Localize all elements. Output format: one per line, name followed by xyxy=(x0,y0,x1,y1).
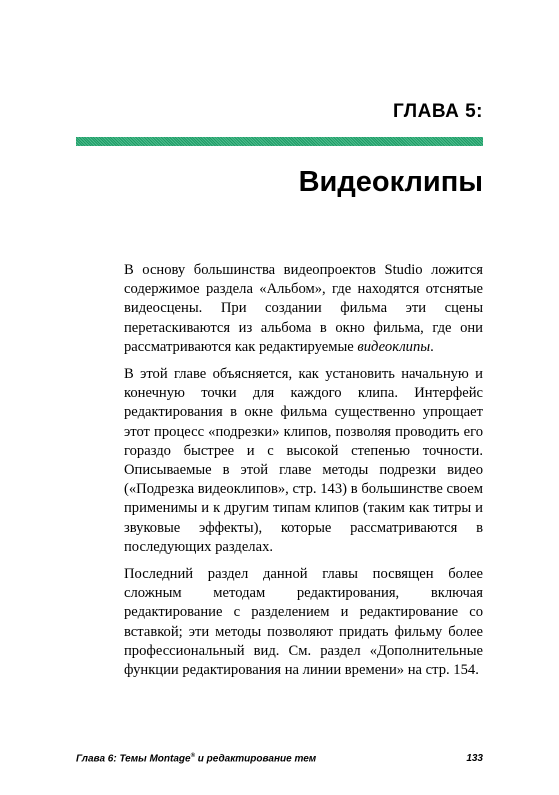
page-number: 133 xyxy=(466,753,483,764)
chapter-label: ГЛАВА 5: xyxy=(392,101,483,122)
chapter-title: Видеоклипы xyxy=(298,166,483,198)
running-footer-text-a: Глава 6: Темы Montage xyxy=(76,753,191,765)
registered-mark: ® xyxy=(190,753,195,759)
running-footer-text-b: и редактирование тем xyxy=(195,753,317,765)
chapter-divider xyxy=(76,137,483,146)
paragraph-2: В этой главе объясняется, как установить начальную и конечную точки для каждого клипа. Интерфейс редактирования в окне фильма существенно упрощает этот процесс «подрезки» клипов, позволяя проводить его гораздо быстрее и с высокой степенью точности. Описываемые в этой главе методы подрезки видео («Подрезка видеоклипов», стр. 143) в большинстве своем применимы и к другим типам клипов (таким как титры и звуковые эффекты), которые рассматриваются в последующих разделах. xyxy=(124,366,483,555)
paragraph-1-text: В основу большинства видеопроектов Studio ложится содержимое раздела «Альбом», где находятся отснятые видеосцены. При создании фильма эти сцены перетаскиваются из альбома в окно фильма, где они рассматриваются как редактируемые xyxy=(124,262,483,355)
paragraph-3: Последний раздел данной главы посвящен более сложным методам редактирования, включая редактирование с разделением и редактирование со вставкой; эти методы позволяют придать фильму более профессиональный вид. См. раздел «Дополнительные функции редактирования на линии времени» на стр. 154. xyxy=(124,566,483,679)
paragraph-1-emphasis: видеоклипы xyxy=(357,338,431,355)
running-footer xyxy=(76,753,316,764)
paragraph-1 xyxy=(124,261,483,357)
paragraph-1-end: . xyxy=(430,338,434,355)
body-text xyxy=(124,261,483,688)
